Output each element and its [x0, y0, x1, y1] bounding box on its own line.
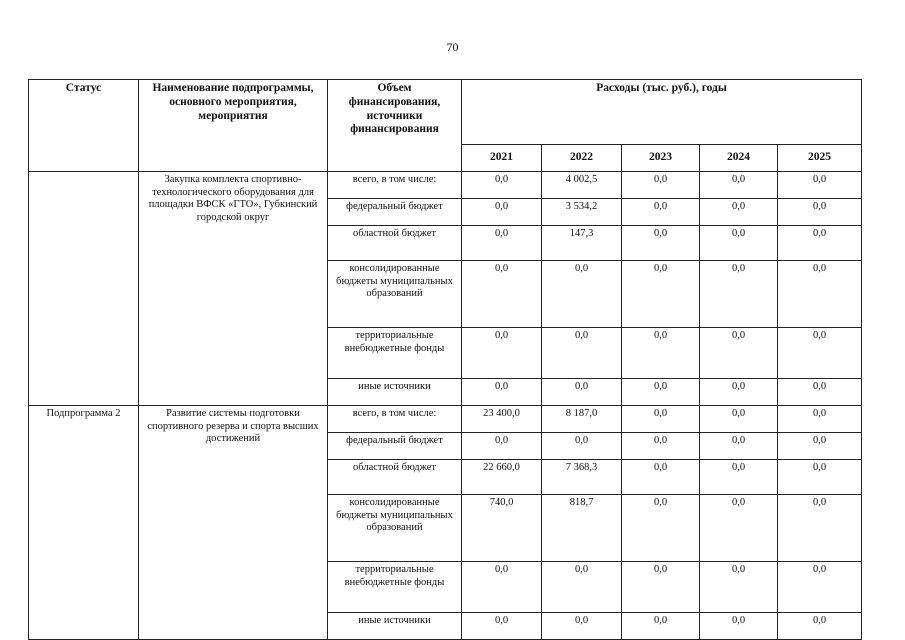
amount-cell: 0,0 — [700, 613, 778, 640]
amount-cell: 0,0 — [700, 433, 778, 460]
header-status: Статус — [29, 80, 139, 172]
amount-cell: 0,0 — [700, 406, 778, 433]
funding-source-cell: федеральный бюджет — [328, 199, 462, 226]
amount-cell: 0,0 — [778, 613, 862, 640]
program-name-cell: Развитие системы подготовки спортивного резерва и спорта высших достижений — [139, 406, 328, 640]
header-volume: Объем финансирования, источники финансирования — [328, 80, 462, 172]
amount-cell: 0,0 — [542, 379, 622, 406]
amount-cell: 0,0 — [778, 172, 862, 199]
funding-source-cell: территориальные внебюджетные фонды — [328, 562, 462, 613]
header-year: 2021 — [462, 145, 542, 172]
amount-cell: 0,0 — [462, 261, 542, 328]
header-name: Наименование подпрограммы, основного мероприятия, мероприятия — [139, 80, 328, 172]
amount-cell: 0,0 — [462, 433, 542, 460]
amount-cell: 0,0 — [542, 328, 622, 379]
funding-source-cell: консолидированные бюджеты муниципальных образований — [328, 261, 462, 328]
funding-source-cell: консолидированные бюджеты муниципальных образований — [328, 495, 462, 562]
header-row — [29, 80, 862, 145]
amount-cell: 0,0 — [700, 328, 778, 379]
status-cell — [29, 172, 139, 406]
amount-cell: 0,0 — [622, 226, 700, 261]
amount-cell: 0,0 — [778, 562, 862, 613]
amount-cell: 23 400,0 — [462, 406, 542, 433]
amount-cell: 0,0 — [778, 460, 862, 495]
funding-source-cell: всего, в том числе: — [328, 406, 462, 433]
amount-cell: 4 002,5 — [542, 172, 622, 199]
table-row — [29, 172, 862, 199]
amount-cell: 0,0 — [622, 199, 700, 226]
header-year: 2025 — [778, 145, 862, 172]
amount-cell: 0,0 — [622, 562, 700, 613]
amount-cell: 0,0 — [700, 460, 778, 495]
table-row — [29, 406, 862, 433]
amount-cell: 740,0 — [462, 495, 542, 562]
funding-source-cell: всего, в том числе: — [328, 172, 462, 199]
header-year: 2023 — [622, 145, 700, 172]
amount-cell: 0,0 — [622, 379, 700, 406]
amount-cell: 0,0 — [462, 199, 542, 226]
amount-cell: 22 660,0 — [462, 460, 542, 495]
funding-source-cell: территориальные внебюджетные фонды — [328, 328, 462, 379]
amount-cell: 0,0 — [700, 226, 778, 261]
amount-cell: 3 534,2 — [542, 199, 622, 226]
amount-cell: 0,0 — [542, 261, 622, 328]
header-year: 2022 — [542, 145, 622, 172]
amount-cell: 0,0 — [462, 562, 542, 613]
amount-cell: 8 187,0 — [542, 406, 622, 433]
amount-cell: 0,0 — [622, 261, 700, 328]
amount-cell: 0,0 — [700, 562, 778, 613]
amount-cell: 0,0 — [778, 379, 862, 406]
funding-source-cell: областной бюджет — [328, 460, 462, 495]
amount-cell: 0,0 — [622, 613, 700, 640]
amount-cell: 0,0 — [622, 460, 700, 495]
amount-cell: 0,0 — [778, 328, 862, 379]
amount-cell: 0,0 — [622, 495, 700, 562]
amount-cell: 0,0 — [700, 379, 778, 406]
amount-cell: 0,0 — [622, 328, 700, 379]
status-cell: Подпрограмма 2 — [29, 406, 139, 640]
amount-cell: 0,0 — [462, 328, 542, 379]
funding-source-cell: иные источники — [328, 613, 462, 640]
amount-cell: 0,0 — [542, 562, 622, 613]
financing-table — [28, 79, 862, 640]
funding-source-cell: иные источники — [328, 379, 462, 406]
amount-cell: 0,0 — [778, 226, 862, 261]
amount-cell: 0,0 — [542, 613, 622, 640]
header-year: 2024 — [700, 145, 778, 172]
amount-cell: 0,0 — [700, 495, 778, 562]
program-name-cell: Закупка комплекта спортивно-технологического оборудования для площадки ВФСК «ГТО», Губкинский городской округ — [139, 172, 328, 406]
amount-cell: 0,0 — [700, 261, 778, 328]
amount-cell: 0,0 — [462, 379, 542, 406]
amount-cell: 0,0 — [622, 406, 700, 433]
amount-cell: 0,0 — [778, 261, 862, 328]
funding-source-cell: областной бюджет — [328, 226, 462, 261]
amount-cell: 0,0 — [778, 406, 862, 433]
amount-cell: 147,3 — [542, 226, 622, 261]
amount-cell: 7 368,3 — [542, 460, 622, 495]
funding-source-cell: федеральный бюджет — [328, 433, 462, 460]
table-body — [29, 172, 862, 640]
amount-cell: 0,0 — [622, 172, 700, 199]
amount-cell: 0,0 — [542, 433, 622, 460]
amount-cell: 0,0 — [462, 226, 542, 261]
amount-cell: 0,0 — [622, 433, 700, 460]
header-expenses: Расходы (тыс. руб.), годы — [462, 80, 862, 145]
amount-cell: 0,0 — [778, 433, 862, 460]
amount-cell: 0,0 — [700, 199, 778, 226]
amount-cell: 0,0 — [778, 495, 862, 562]
amount-cell: 818,7 — [542, 495, 622, 562]
amount-cell: 0,0 — [462, 613, 542, 640]
page-number: 70 — [446, 40, 459, 54]
amount-cell: 0,0 — [778, 199, 862, 226]
amount-cell: 0,0 — [700, 172, 778, 199]
amount-cell: 0,0 — [462, 172, 542, 199]
